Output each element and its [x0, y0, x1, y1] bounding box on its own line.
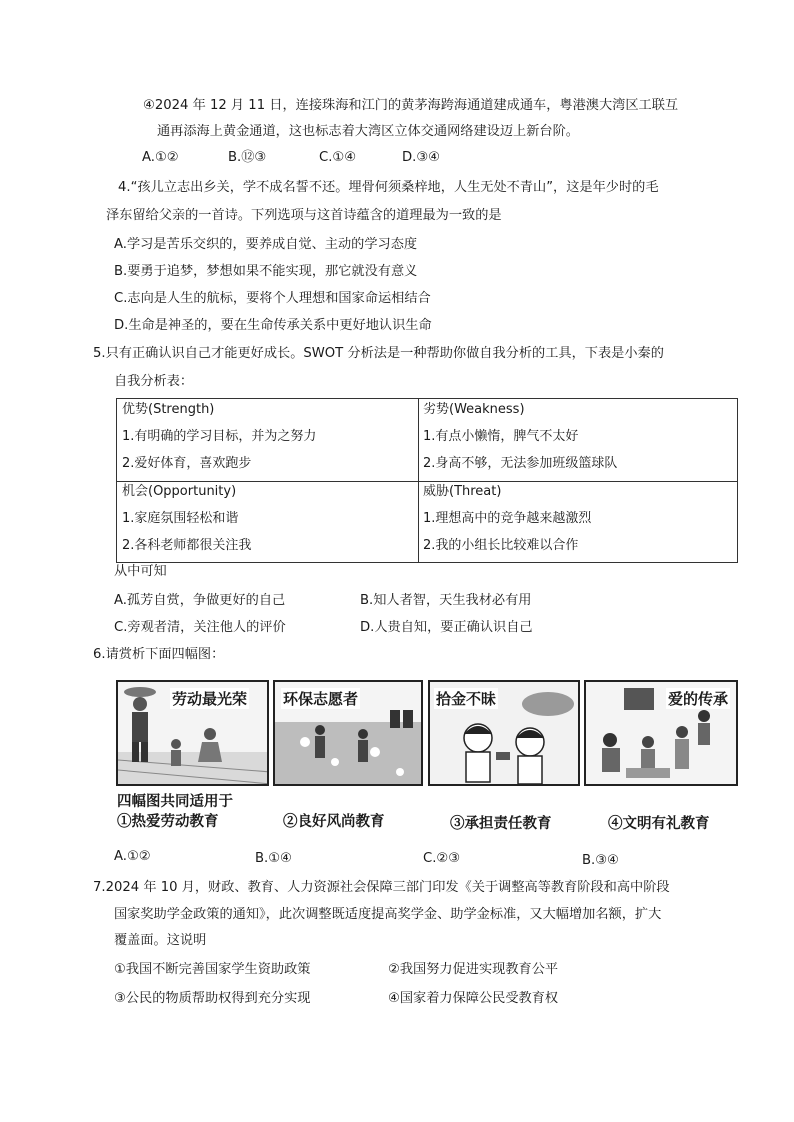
strength-item-1: 1.有明确的学习目标，并为之努力	[122, 429, 317, 444]
panel-title-honesty: 拾金不昧	[436, 690, 497, 708]
panel-title-love: 爱的传承	[668, 690, 729, 708]
q4-option-d: D.生命是神圣的，要在生命传承关系中更好地认识生命	[114, 318, 432, 333]
q5-option-c: C.旁观者清，关注他人的评价	[114, 620, 286, 635]
q3-option-b: B.⑫③	[228, 150, 267, 165]
threat-item-1: 1.理想高中的竞争越来越激烈	[423, 511, 592, 526]
q6-option-c: C.②③	[423, 851, 461, 866]
q6-caption-intro: 四幅图共同适用于	[117, 793, 233, 810]
opportunity-item-1: 1.家庭氛围轻松和谐	[122, 511, 239, 526]
comic-panel-honesty	[428, 680, 580, 786]
q6-option-a: A.①②	[114, 849, 151, 864]
q4-stem-line1: 4.“孩儿立志出乡关，学不成名誓不还。埋骨何须桑梓地，人生无处不青山”，这是年少时的毛	[118, 180, 659, 195]
table-divider-horizontal	[117, 481, 737, 482]
q7-item-2: ②我国努力促进实现教育公平	[388, 962, 559, 977]
opportunity-title: 机会(Opportunity)	[122, 484, 237, 499]
q5-stem-line2: 自我分析表：	[114, 374, 194, 389]
strength-item-2: 2.爱好体育，喜欢跑步	[122, 456, 252, 471]
q6-option-d: B.③④	[582, 853, 619, 868]
q7-stem-line1: 7.2024 年 10 月，财政、教育、人力资源社会保障三部门印发《关于调整高等教育阶段和高中阶段	[93, 880, 670, 895]
q3-option-a: A.①②	[142, 150, 179, 165]
q5-option-b: B.知人者智，天生我材必有用	[360, 593, 532, 608]
q3-option-d: D.③④	[402, 150, 440, 165]
q4-option-a: A.学习是苦乐交织的，要养成自觉、主动的学习态度	[114, 237, 418, 252]
comic-panel-volunteer	[273, 680, 423, 786]
strength-title: 优势(Strength)	[122, 402, 215, 417]
comic-panel-labor	[116, 680, 269, 786]
threat-title: 威胁(Threat)	[423, 484, 502, 499]
threat-item-2: 2.我的小组长比较难以合作	[423, 538, 579, 553]
q6-caption-4: ④文明有礼教育	[608, 815, 710, 832]
comic-panel-love	[584, 680, 738, 786]
q6-caption-1: ①热爱劳动教育	[117, 813, 219, 830]
weakness-item-1: 1.有点小懒惰，脾气不太好	[423, 429, 579, 444]
q5-after-table: 从中可知	[114, 564, 167, 579]
q7-stem-line2: 国家奖助学金政策的通知》，此次调整既适度提高奖学金、助学金标准，又大幅增加名额，扩大	[114, 907, 662, 922]
q7-item-3: ③公民的物质帮助权得到充分实现	[114, 991, 311, 1006]
q4-option-c: C.志向是人生的航标，要将个人理想和国家命运相结合	[114, 291, 431, 306]
panel-title-labor: 劳动最光荣	[172, 690, 248, 708]
q7-item-1: ①我国不断完善国家学生资助政策	[114, 962, 311, 977]
panel-title-volunteer: 环保志愿者	[283, 690, 359, 708]
q5-option-d: D.人贵自知，要正确认识自己	[360, 620, 533, 635]
q7-item-4: ④国家着力保障公民受教育权	[388, 991, 559, 1006]
weakness-item-2: 2.身高不够，无法参加班级篮球队	[423, 456, 618, 471]
weakness-title: 劣势(Weakness)	[423, 402, 525, 417]
q5-option-a: A.孤芳自赏，争做更好的自己	[114, 593, 286, 608]
q4-stem-line2: 泽东留给父亲的一首诗。下列选项与这首诗蕴含的道理最为一致的是	[106, 208, 502, 223]
q4-option-b: B.要勇于追梦，梦想如果不能实现，那它就没有意义	[114, 264, 418, 279]
q5-stem-line1: 5.只有正确认识自己才能更好成长。SWOT 分析法是一种帮助你做自我分析的工具，下表是小秦的	[93, 346, 664, 361]
opportunity-item-2: 2.各科老师都很关注我	[122, 538, 252, 553]
q6-option-b: B.①④	[255, 851, 292, 866]
q3-option-c: C.①④	[319, 150, 357, 165]
swot-table	[116, 398, 738, 563]
q3-item4-line2: 通再添海上黄金通道，这也标志着大湾区立体交通网络建设迈上新台阶。	[157, 124, 579, 139]
q6-stem: 6.请赏析下面四幅图：	[93, 647, 225, 662]
q6-caption-2: ②良好风尚教育	[283, 813, 385, 830]
q3-item4-line1: ④2024 年 12 月 11 日，连接珠海和江门的黄茅海跨海通道建成通车，粤港澳大湾区工联互	[143, 98, 679, 113]
q7-stem-line3: 覆盖面。这说明	[114, 933, 207, 948]
q6-caption-3: ③承担责任教育	[450, 815, 552, 832]
